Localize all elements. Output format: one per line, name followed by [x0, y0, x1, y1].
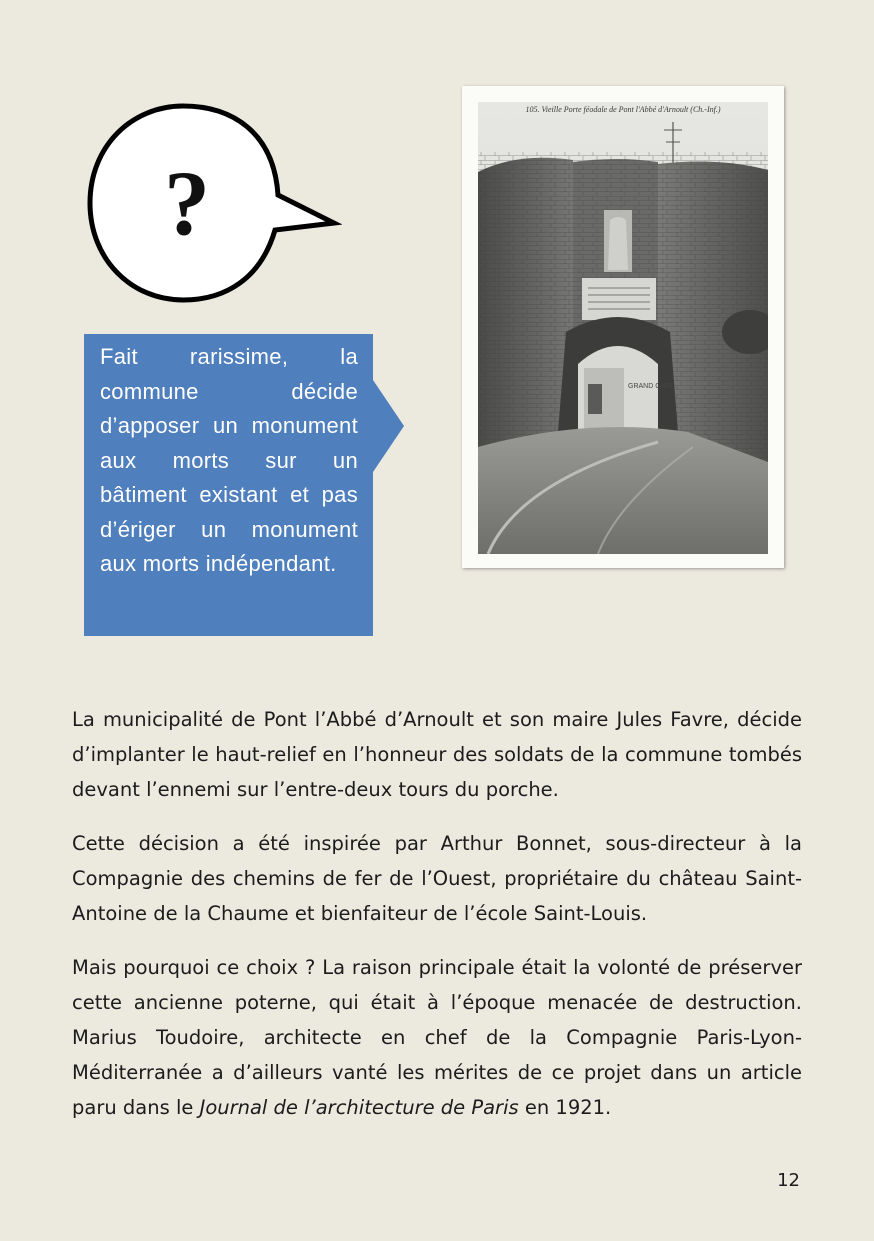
- page-number: 12: [777, 1170, 800, 1191]
- question-mark-icon: ?: [164, 152, 210, 254]
- paragraph-3-text: Mais pourquoi ce choix ? La raison principale était la volonté de préserver cette ancienne poterne, qui était à l’époque menacée de destruction. Marius Toudoire, architecte en chef de la Compagnie Paris-Lyon-Méditerranée a d’ailleurs vanté les mérites de ce projet dans un article paru dans le: [72, 956, 802, 1119]
- photo-caption: 105. Vieille Porte féodale de Pont l'Abbé d'Arnoult (Ch.-Inf.): [525, 105, 721, 114]
- callout-box: [84, 334, 406, 636]
- journal-title: Journal de l’architecture de Paris: [199, 1096, 519, 1119]
- paragraph-3: [72, 950, 802, 1125]
- paragraph-1: La municipalité de Pont l’Abbé d’Arnoult et son maire Jules Favre, décide d’implanter le haut-relief en l’honneur des soldats de la commune tombés devant l’ennemi sur l’entre-deux tours du porche.: [72, 708, 802, 801]
- postcard-photo-frame: [462, 86, 784, 568]
- paragraph-3-end: en 1921.: [518, 1096, 612, 1119]
- callout-text: Fait rarissime, la commune décide d’apposer un monument aux morts sur un bâtiment existant et pas d’ériger un monument aux morts indépendant.: [100, 344, 358, 576]
- postcard-photo: [478, 102, 768, 554]
- body-text: [72, 702, 802, 1144]
- grand-cafe-sign: GRAND CAFE: [628, 383, 674, 390]
- fortified-gate-image: [478, 102, 768, 554]
- paragraph-2: Cette décision a été inspirée par Arthur Bonnet, sous-directeur à la Compagnie des chemins de fer de l’Ouest, propriétaire du château Saint-Antoine de la Chaume et bienfaiteur de l’école Saint-Louis.: [72, 832, 802, 925]
